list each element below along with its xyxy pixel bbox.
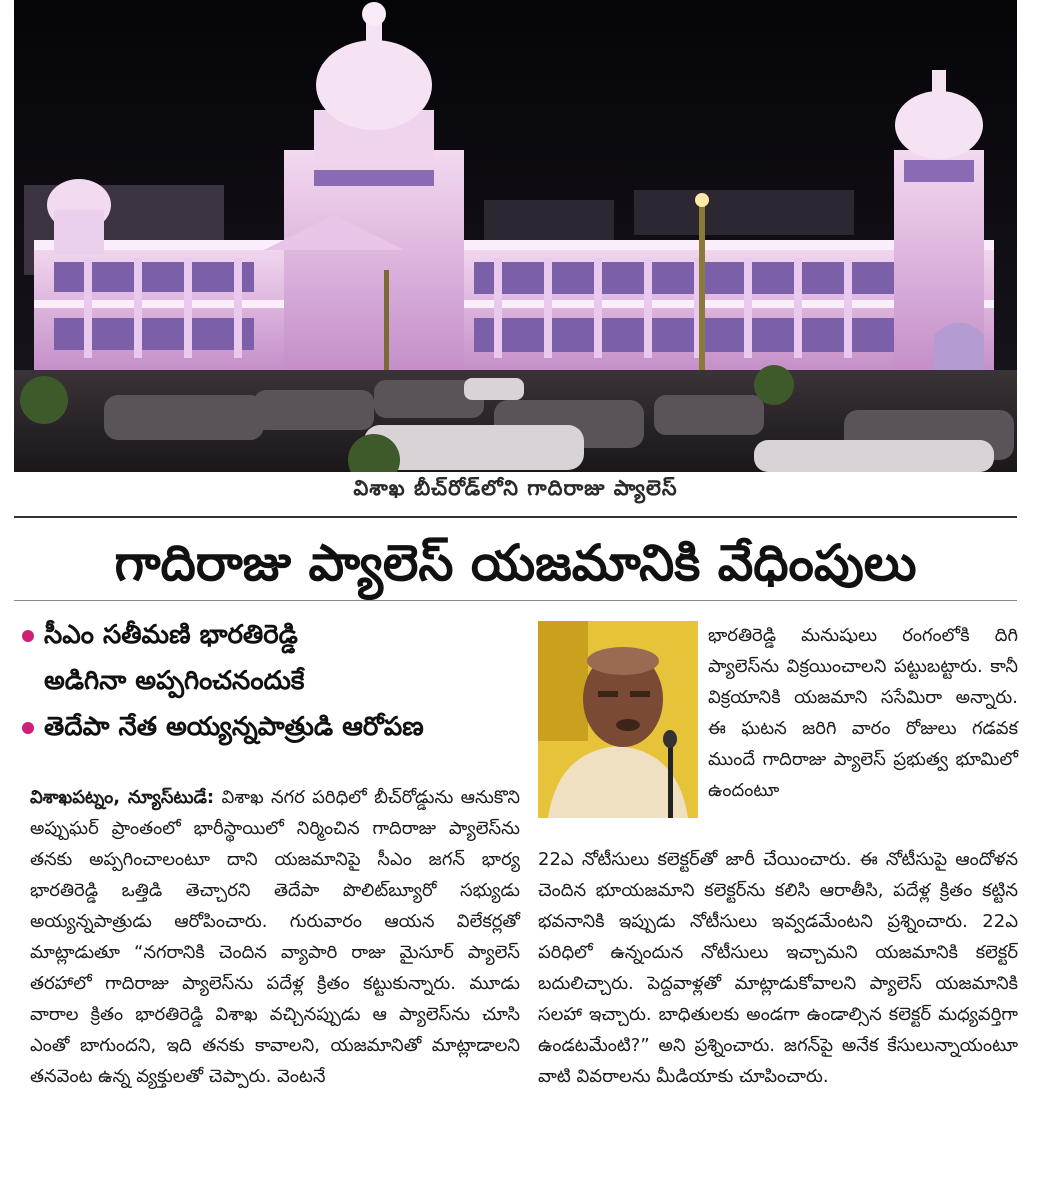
palace-photo	[14, 0, 1017, 472]
bullet-item	[22, 704, 522, 750]
speaker-portrait-icon	[538, 621, 698, 818]
bullet-dot-icon	[22, 630, 34, 642]
headline: గాదిరాజు ప్యాలెస్ యజమానికి వేధింపులు	[114, 534, 917, 592]
article-body-left	[30, 782, 520, 1092]
article-text: విశాఖ నగర పరిధిలో బీచ్‌రోడ్డును ఆనుకొని అప్పుఘర్ ప్రాంతంలో భారీస్థాయిలో నిర్మించిన గాదిరాజు ప్యాలెస్‌ను తనకు అప్పగించాలంటూ దాని యజమానిపై సీఎం జగన్ భార్య భారతిరెడ్డి ఒత్తిడి తెచ్చారని తెదేపా పొలిట్‌బ్యూరో సభ్యుడు అయ్యన్నపాత్రుడు ఆరోపించారు. గురువారం ఆయన విలేకర్లతో మాట్లాడుతూ “నగరానికి చెందిన వ్యాపారి రాజు మైసూర్ ప్యాలెస్ తరహాలో గాదిరాజు ప్యాలెస్‌ను పదేళ్ల క్రితం కట్టుకున్నారు. మూడు వారాల క్రితం భారతిరెడ్డి విశాఖ వచ్చినప్పుడు ఆ ప్యాలెస్‌ను చూసి ఎంతో బాగుందని, ఇది తనకు కావాలని, యజమానితో మాట్లాడాలని తనవెంట ఉన్న వ్యక్తులతో చెప్పారు. వెంటనే	[30, 787, 520, 1087]
divider	[14, 600, 1017, 601]
bullet-line: సీఎం సతీమణి భారతిరెడ్డి	[44, 620, 298, 650]
speaker-portrait	[538, 621, 698, 818]
subheadline-bullets	[22, 612, 522, 750]
photo-caption: విశాఖ బీచ్‌రోడ్‌లోని గాదిరాజు ప్యాలెస్	[353, 476, 678, 500]
bullet-item	[22, 612, 522, 704]
palace-night-photo-icon	[14, 0, 1017, 472]
article-body-right-bottom: 22ఎ నోటీసులు కలెక్టర్‌తో జారీ చేయించారు. ఈ నోటీసుపై ఆందోళన చెందిన భూయజమాని కలెక్టర్‌ను కలిసి ఆరాతీసి, పదేళ్ల క్రితం కట్టిన భవనానికి ఇప్పుడు నోటీసులు ఇవ్వడమేంటని ప్రశ్నించారు. 22ఎ పరిధిలో ఉన్నందున నోటీసులు ఇచ్చామని యజమానికి కలెక్టర్ బదులిచ్చారు. పెద్దవాళ్లతో మాట్లాడుకోవాలని ప్యాలెస్ యజమానికి సలహా ఇచ్చారు. బాధితులకు అండగా ఉండాల్సిన కలెక్టర్ మధ్యవర్తిగా ఉండటమేంటి?” అని ప్రశ్నించారు. జగన్‌పై అనేక కేసులున్నాయంటూ వాటి వివరాలను మీడియాకు చూపించారు.	[538, 849, 1018, 1087]
dateline: విశాఖపట్నం, న్యూస్‌టుడే:	[30, 787, 215, 808]
bullet-dot-icon	[22, 722, 34, 734]
bullet-line: అడిగినా అప్పగించనందుకే	[44, 666, 305, 696]
divider	[14, 516, 1017, 518]
bullet-line: తెదేపా నేత అయ్యన్నపాత్రుడి ఆరోపణ	[44, 712, 424, 742]
article-body-right-top: భారతిరెడ్డి మనుషులు రంగంలోకి దిగి ప్యాలెస్‌ను విక్రయించాలని పట్టుబట్టారు. కానీ విక్రయానికి యజమాని ససేమిరా అన్నారు. ఈ ఘటన జరిగి వారం రోజులు గడవక ముందే గాదిరాజు ప్యాలెస్ ప్రభుత్వ భూమిలో ఉందంటూ	[708, 625, 1018, 801]
